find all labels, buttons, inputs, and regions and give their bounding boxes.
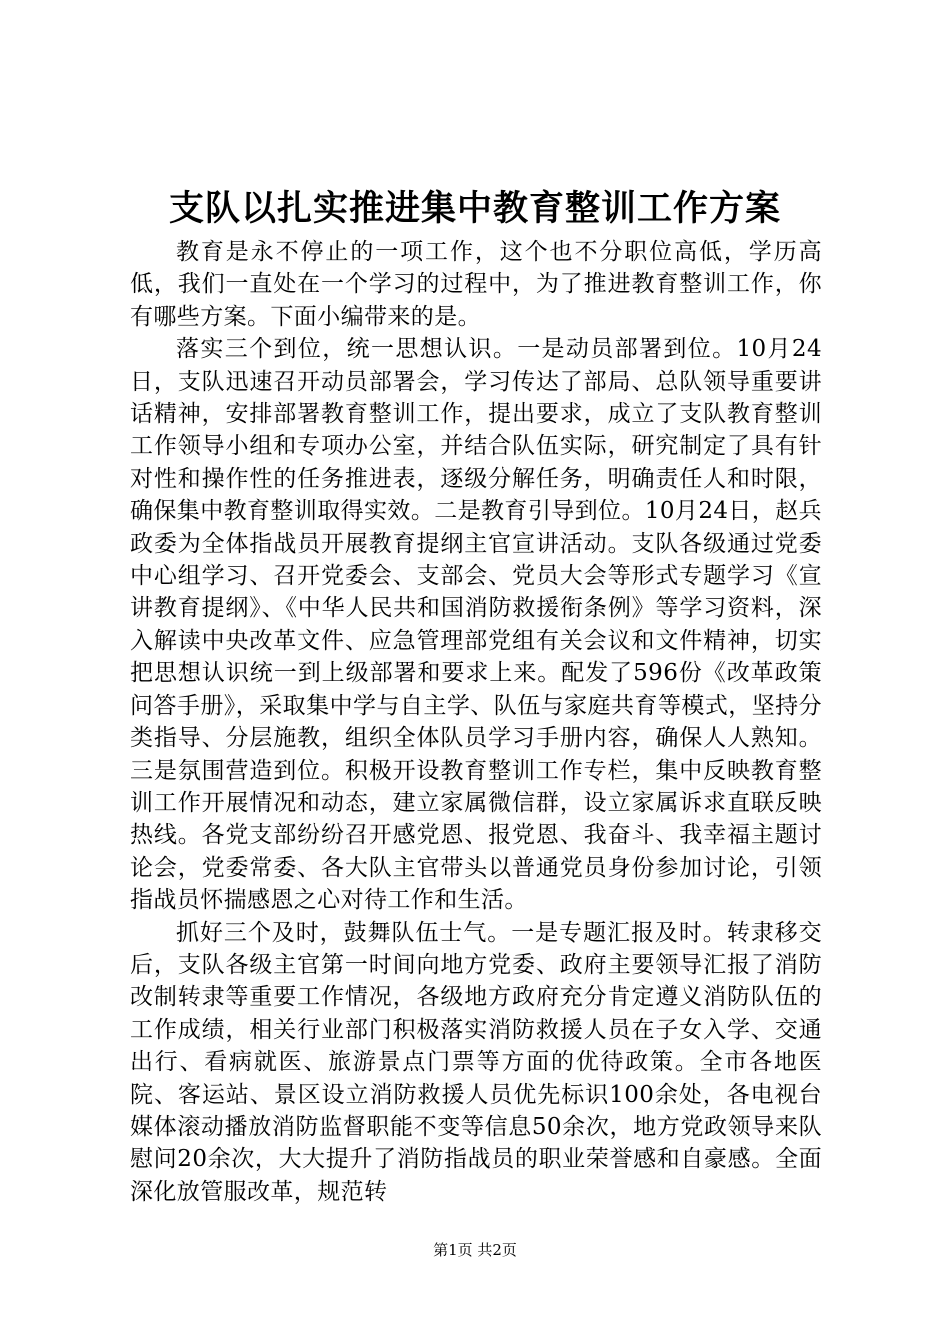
paragraph-three-timely: 抓好三个及时，鼓舞队伍士气。一是专题汇报及时。转隶移交后，支队各级主官第一时间向地方党委、政府主要领导汇报了消防改制转隶等重要工作情况，各级地方政府充分肯定遵义消防队伍的工作成绩，相关行业部门积极落实消防救援人员在子女入学、交通出行、看病就医、旅游景点门票等方面的优待政策。全市各地医院、客运站、景区设立消防救援人员优先标识100余处，各电视台媒体滚动播放消防监督职能不变等信息50余次，地方党政领导来队慰问20余次，大大提升了消防指战员的职业荣誉感和自豪感。全面深化放管服改革，规范转 bbox=[130, 919, 822, 1205]
page-footer bbox=[0, 1240, 950, 1260]
paragraph-intro: 教育是永不停止的一项工作，这个也不分职位高低，学历高低，我们一直处在一个学习的过程中，为了推进教育整训工作，你有哪些方案。下面小编带来的是。 bbox=[130, 239, 822, 330]
document-title: 支队以扎实推进集中教育整训工作方案 bbox=[168, 188, 781, 229]
page-indicator: 第1页 共2页 bbox=[433, 1241, 517, 1259]
paragraph-three-in-place: 落实三个到位，统一思想认识。一是动员部署到位。10月24日，支队迅速召开动员部署会，学习传达了部局、总队领导重要讲话精神，安排部署教育整训工作，提出要求，成立了支队教育整训工作领导小组和专项办公室，并结合队伍实际，研究制定了具有针对性和操作性的任务推进表，逐级分解任务，明确责任人和时限，确保集中教育整训取得实效。二是教育引导到位。10月24日，赵兵政委为全体指战员开展教育提纲主官宣讲活动。支队各级通过党委中心组学习、召开党委会、支部会、党员大会等形式专题学习《宣讲教育提纲》、《中华人民共和国消防救援衔条例》等学习资料，深入解读中央改革文件、应急管理部党组有关会议和文件精神，切实把思想认识统一到上级部署和要求上来。配发了596份《改革政策问答手册》，采取集中学与自主学、队伍与家庭共育等模式，坚持分类指导、分层施教，组织全体队员学习手册内容，确保人人熟知。三是氛围营造到位。积极开设教育整训工作专栏，集中反映教育整训工作开展情况和动态，建立家属微信群，设立家属诉求直联反映热线。各党支部纷纷召开感党恩、报党恩、我奋斗、我幸福主题讨论会，党委常委、各大队主官带头以普通党员身份参加讨论，引领指战员怀揣感恩之心对待工作和生活。 bbox=[130, 336, 822, 914]
document-body bbox=[130, 236, 822, 1208]
